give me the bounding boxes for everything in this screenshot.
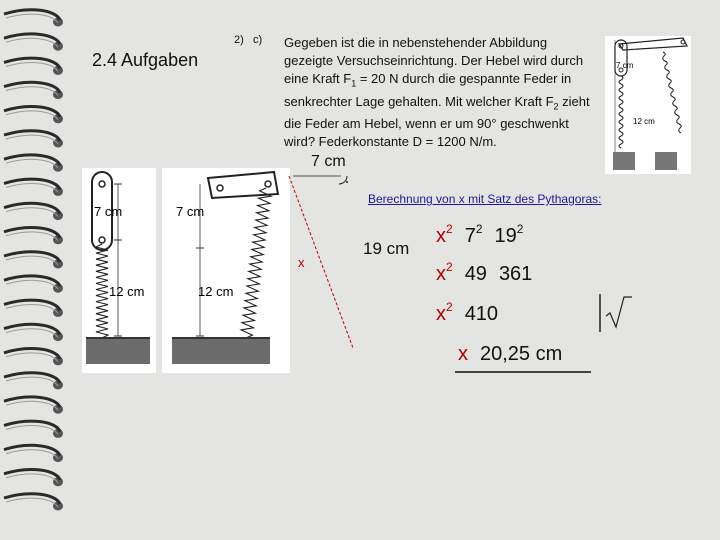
setup-figure-rotated <box>162 168 290 373</box>
slide-title: 2.4 Aufgaben <box>92 50 199 70</box>
triangle-construction <box>285 160 365 350</box>
triangle-label-vertical: 19 cm <box>363 239 410 258</box>
spiral-binding <box>0 0 80 540</box>
question-text: Gegeben ist die in nebenstehender Abbildung gezeigte Versuchseinrichtung. Der Hebel wird durch eine Kraft $F_1 = 20$ N durch die gespannte Feder in senkrechter Lage gehalten. Mit welcher Kraft $F_2$ zieht die Feder am Hebel, wenn er um 90° geschwenkt wird? Federkonstante D = 1200 N/m. <box>284 35 590 150</box>
setup-figure-vertical <box>82 168 156 373</box>
triangle-label-lever: 7 cm <box>311 153 346 170</box>
triangle-label-hypotenuse: x <box>298 255 305 270</box>
rotated-fig-label-lever: 7 cm <box>176 204 205 219</box>
square-root-operation <box>598 292 634 334</box>
equation-line-2: $x^2$ 49 361 <box>436 260 533 285</box>
rotated-fig-label-spring: 12 cm <box>198 284 234 299</box>
calculation-heading: Berechnung von x mit Satz des Pythagoras: <box>368 192 602 206</box>
question-number: 2) c) <box>234 34 263 46</box>
small-fig-label-spring: 12 cm <box>633 117 655 126</box>
equation-line-3: $x^2$ 410 <box>436 300 499 325</box>
small-fig-label-lever: 7 cm <box>616 61 634 70</box>
result-underline <box>455 371 591 373</box>
setup-figure-small <box>605 36 691 174</box>
equation-result: x 20,25 cm <box>458 343 563 365</box>
vertical-fig-label-lever: 7 cm <box>94 204 123 219</box>
equation-line-1: $x^2$ $7^2$ $19^2$ <box>436 222 524 247</box>
vertical-fig-label-spring: 12 cm <box>109 284 145 299</box>
